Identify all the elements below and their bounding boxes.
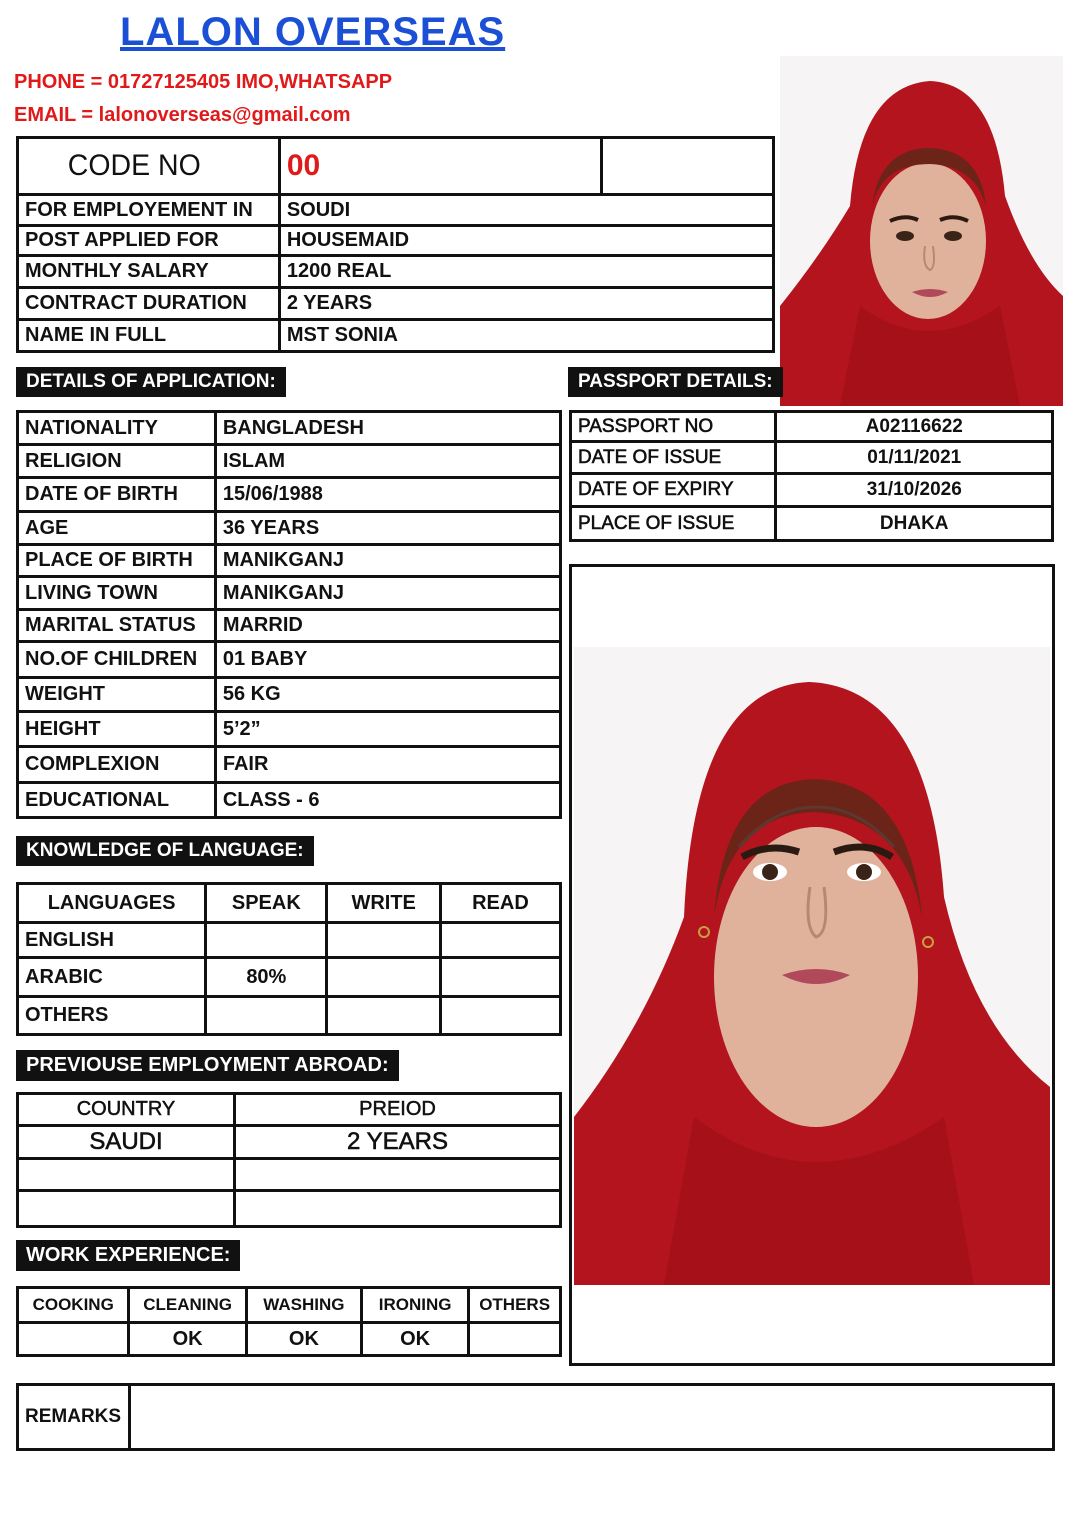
post-label: POST APPLIED FOR [18,226,280,256]
row-value: MANIKGANJ [215,577,560,610]
company-name: LALON OVERSEAS [120,10,506,54]
period-value [235,1159,561,1191]
table-row [18,783,561,818]
code-value: 00 [279,138,601,195]
code-label: CODE NO [24,138,273,195]
cleaning-header: CLEANING [129,1288,246,1323]
passport-label: DATE OF ISSUE [571,442,776,474]
salary-value: 1200 REAL [279,256,773,288]
others-header: OTHERS [469,1288,561,1323]
row-label: MARITAL STATUS [18,610,216,642]
washing-value: OK [246,1323,361,1356]
row-value: 36 YEARS [215,512,560,545]
row-label: RELIGION [18,445,216,478]
section-header-passport: PASSPORT DETAILS: [568,367,783,397]
row-value: CLASS - 6 [215,783,560,818]
remarks-label: REMARKS [18,1385,130,1450]
section-header-language: KNOWLEDGE OF LANGUAGE: [16,836,314,866]
write-value [327,958,440,997]
row-label: LIVING TOWN [18,577,216,610]
write-value [327,997,440,1035]
table-row [571,474,1053,507]
period-value: 2 YEARS [235,1126,561,1159]
row-label: DATE OF BIRTH [18,478,216,512]
table-row [18,1159,561,1191]
row-value: FAIR [215,747,560,783]
country-value: SAUDI [18,1126,235,1159]
ironing-header: IRONING [362,1288,469,1323]
table-row [18,478,561,512]
top-info-table [16,136,775,353]
portrait-illustration-small [780,56,1063,406]
read-value [440,997,560,1035]
row-value: ISLAM [215,445,560,478]
language-name: ARABIC [18,958,206,997]
row-label: AGE [18,512,216,545]
passport-value: DHAKA [776,507,1053,541]
passport-details-table [569,410,1054,542]
passport-label: DATE OF EXPIRY [571,474,776,507]
table-row [571,442,1053,474]
company-phone: PHONE = 01727125405 IMO,WHATSAPP [14,71,393,93]
row-value: MARRID [215,610,560,642]
row-value: 15/06/1988 [215,478,560,512]
row-label: EDUCATIONAL [18,783,216,818]
table-row [18,1191,561,1227]
write-header: WRITE [327,884,440,923]
row-value: 01 BABY [215,642,560,678]
table-row [18,712,561,747]
section-header-previous: PREVIOUSE EMPLOYMENT ABROAD: [16,1050,399,1081]
employment-value: SOUDI [279,195,773,226]
table-row [18,1126,561,1159]
portrait-illustration-large [574,647,1050,1285]
name-value: MST SONIA [279,320,773,352]
country-value [18,1191,235,1227]
others-value [469,1323,561,1356]
remarks-value [129,1385,1053,1450]
table-row [18,412,561,445]
read-value [440,923,560,958]
speak-value: 80% [206,958,327,997]
table-row [571,507,1053,541]
ironing-value: OK [362,1323,469,1356]
table-header-row [18,884,561,923]
table-header-row [18,1094,561,1126]
applicant-photo-large [574,647,1050,1285]
table-row [18,610,561,642]
language-header: LANGUAGES [18,884,206,923]
employment-label: FOR EMPLOYEMENT IN [18,195,280,226]
passport-value: A02116622 [776,412,1053,442]
passport-value: 31/10/2026 [776,474,1053,507]
passport-label: PASSPORT NO [571,412,776,442]
remarks-table [16,1383,1055,1451]
table-row [18,577,561,610]
period-header: PREIOD [235,1094,561,1126]
company-email: EMAIL = lalonoverseas@gmail.com [14,104,351,126]
row-label: WEIGHT [18,678,216,712]
application-details-table [16,410,562,819]
speak-value [206,923,327,958]
salary-label: MONTHLY SALARY [18,256,280,288]
post-value: HOUSEMAID [279,226,773,256]
row-label: HEIGHT [18,712,216,747]
cooking-header: COOKING [18,1288,129,1323]
country-header: COUNTRY [18,1094,235,1126]
table-row [18,642,561,678]
language-table [16,882,562,1036]
row-value: MANIKGANJ [215,545,560,577]
applicant-photo-small [780,56,1063,406]
table-row [18,958,561,997]
row-label: NO.OF CHILDREN [18,642,216,678]
row-label: COMPLEXION [18,747,216,783]
period-value [235,1191,561,1227]
table-row [571,412,1053,442]
cooking-value [18,1323,129,1356]
table-row [18,678,561,712]
table-row [18,445,561,478]
write-value [327,923,440,958]
speak-header: SPEAK [206,884,327,923]
language-name: ENGLISH [18,923,206,958]
work-experience-table [16,1286,562,1357]
country-value [18,1159,235,1191]
row-value: 5’2” [215,712,560,747]
table-row [18,747,561,783]
table-row [18,923,561,958]
contract-value: 2 YEARS [279,288,773,320]
table-row [18,1323,561,1356]
previous-employment-table [16,1092,562,1228]
code-empty-cell [602,138,774,195]
read-value [440,958,560,997]
row-value: BANGLADESH [215,412,560,445]
table-row [18,997,561,1035]
cleaning-value: OK [129,1323,246,1356]
table-row [18,545,561,577]
table-row [18,512,561,545]
speak-value [206,997,327,1035]
language-name: OTHERS [18,997,206,1035]
read-header: READ [440,884,560,923]
section-header-application: DETAILS OF APPLICATION: [16,367,286,397]
name-label: NAME IN FULL [18,320,280,352]
washing-header: WASHING [246,1288,361,1323]
passport-value: 01/11/2021 [776,442,1053,474]
table-header-row [18,1288,561,1323]
section-header-work: WORK EXPERIENCE: [16,1240,240,1271]
row-label: PLACE OF BIRTH [18,545,216,577]
contract-label: CONTRACT DURATION [18,288,280,320]
passport-label: PLACE OF ISSUE [571,507,776,541]
row-label: NATIONALITY [18,412,216,445]
row-value: 56 KG [215,678,560,712]
